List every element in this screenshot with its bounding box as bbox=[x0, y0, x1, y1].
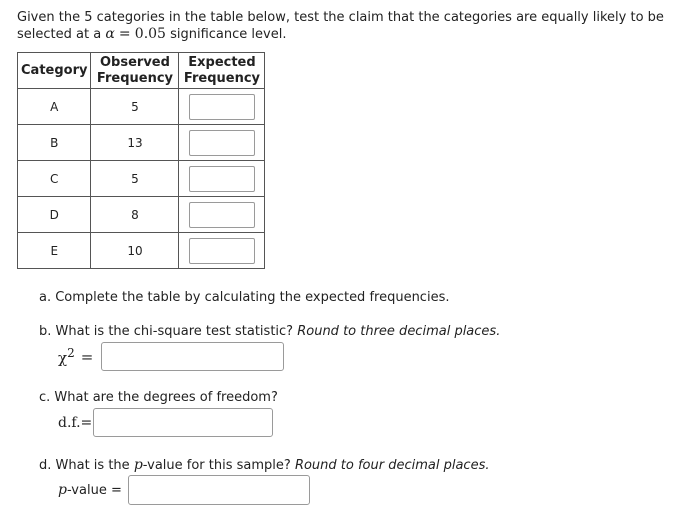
chi-exponent: 2 bbox=[67, 346, 75, 360]
table-row bbox=[18, 125, 265, 161]
expected-cell bbox=[179, 125, 265, 161]
intro-text-end: significance level. bbox=[170, 27, 287, 42]
header-observed: Observed Frequency bbox=[91, 53, 179, 89]
expected-input-d[interactable] bbox=[189, 202, 255, 228]
category-cell: A bbox=[18, 89, 91, 125]
expected-cell bbox=[179, 161, 265, 197]
p-value-input[interactable] bbox=[128, 475, 310, 505]
p-value-label: -value = bbox=[66, 482, 122, 498]
observed-cell: 5 bbox=[91, 89, 179, 125]
question-b bbox=[39, 324, 500, 339]
observed-cell: 5 bbox=[91, 161, 179, 197]
problem-statement bbox=[17, 9, 687, 43]
chi-square-answer-row bbox=[58, 342, 284, 371]
question-c: c. What are the degrees of freedom? bbox=[39, 390, 278, 405]
df-answer-row bbox=[58, 408, 273, 437]
observed-cell: 8 bbox=[91, 197, 179, 233]
category-cell: B bbox=[18, 125, 91, 161]
alpha-equals: = bbox=[118, 26, 131, 42]
expected-cell bbox=[179, 197, 265, 233]
question-b-text: b. What is the chi-square test statistic? bbox=[39, 324, 294, 339]
p-value-answer-row bbox=[58, 475, 310, 505]
table-row bbox=[18, 233, 265, 269]
question-d-rounding: Round to four decimal places. bbox=[294, 458, 490, 473]
alpha-value: 0.05 bbox=[134, 26, 166, 42]
expected-input-a[interactable] bbox=[189, 94, 255, 120]
expected-input-c[interactable] bbox=[189, 166, 255, 192]
expected-input-b[interactable] bbox=[189, 130, 255, 156]
header-expected: Expected Frequency bbox=[179, 53, 265, 89]
expected-input-e[interactable] bbox=[189, 238, 255, 264]
question-b-rounding: Round to three decimal places. bbox=[297, 324, 501, 339]
category-cell: D bbox=[18, 197, 91, 233]
observed-cell: 13 bbox=[91, 125, 179, 161]
table-row bbox=[18, 161, 265, 197]
question-d-p: p bbox=[133, 457, 143, 473]
observed-cell: 10 bbox=[91, 233, 179, 269]
degrees-of-freedom-input[interactable] bbox=[93, 408, 273, 437]
table-header-row bbox=[18, 53, 265, 89]
table-row bbox=[18, 197, 265, 233]
question-d bbox=[39, 457, 489, 473]
expected-cell bbox=[179, 233, 265, 269]
frequency-table bbox=[17, 52, 265, 269]
chi-square-input[interactable] bbox=[101, 342, 284, 371]
category-cell: C bbox=[18, 161, 91, 197]
p-value-label-p: p bbox=[58, 482, 67, 498]
header-category: Category bbox=[18, 53, 91, 89]
question-a: a. Complete the table by calculating the expected frequencies. bbox=[39, 290, 450, 305]
expected-cell bbox=[179, 89, 265, 125]
table-row bbox=[18, 89, 265, 125]
question-d-text: d. What is the bbox=[39, 458, 130, 473]
question-d-text-end: -value for this sample? bbox=[142, 458, 291, 473]
category-cell: E bbox=[18, 233, 91, 269]
df-label: d.f.= bbox=[58, 414, 93, 431]
chi-equals: = bbox=[80, 347, 94, 366]
alpha-symbol: α bbox=[105, 26, 115, 42]
chi-symbol: $\chi^2$ bbox=[58, 346, 75, 367]
intro-text: Given the 5 categories in the table below, test the claim that the categories are equally likely to be selected at a bbox=[17, 10, 664, 42]
